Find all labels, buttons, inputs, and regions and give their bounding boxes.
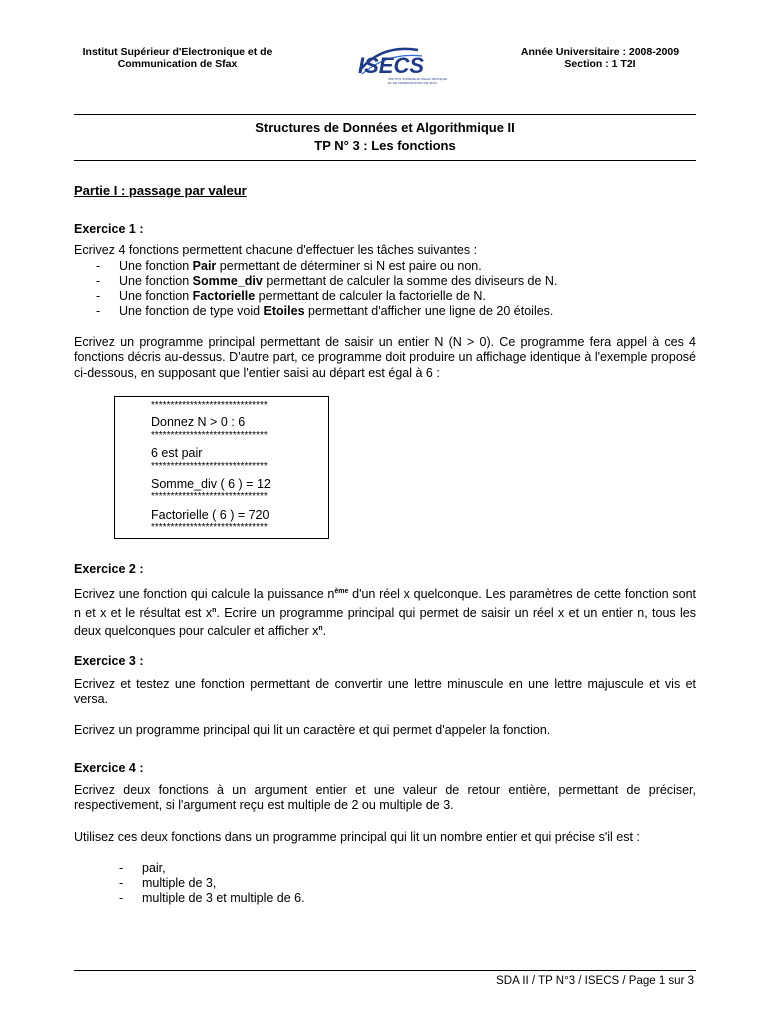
ex2-heading: Exercice 2 : — [74, 562, 144, 576]
ex4-item-1: pair, — [142, 861, 166, 875]
ex3-paragraph-2: Ecrivez un programme principal qui lit un caractère et qui permet d'appeler la fonction. — [74, 723, 551, 737]
part-heading: Partie I : passage par valeur — [74, 183, 247, 198]
ex1-heading: Exercice 1 : — [74, 222, 144, 236]
ex4-heading: Exercice 4 : — [74, 761, 144, 775]
ex1-item-1: Une fonction Pair permettant de déterminer si N est paire ou non. — [119, 259, 482, 273]
output-line-4: Factorielle ( 6 ) = 720 — [151, 508, 270, 522]
stars-line: ****************************** — [151, 461, 268, 472]
ex1-bullet: - — [96, 289, 101, 303]
ex4-bullet: - — [119, 876, 124, 890]
ex4-item-3: multiple de 3 et multiple de 6. — [142, 891, 305, 905]
ex3-heading: Exercice 3 : — [74, 654, 144, 668]
ex1-item-3: Une fonction Factorielle permettant de calculer la factorielle de N. — [119, 289, 486, 303]
footer-rule — [74, 970, 696, 971]
academic-info — [480, 46, 720, 70]
ex4-paragraph-2: Utilisez ces deux fonctions dans un programme principal qui lit un nombre entier et qui précise s'il est : — [74, 830, 640, 844]
output-line-1: Donnez N > 0 : 6 — [151, 415, 246, 429]
ex1-bullet: - — [96, 259, 101, 273]
stars-line: ****************************** — [151, 522, 268, 533]
ex1-bullet: - — [96, 274, 101, 288]
title-rule-bottom — [74, 160, 696, 161]
stars-line: ****************************** — [151, 491, 268, 502]
ex1-item-2: Une fonction Somme_div permettant de calculer la somme des diviseurs de N. — [119, 274, 558, 288]
ex1-item-4: Une fonction de type void Etoiles permettant d'afficher une ligne de 20 étoiles. — [119, 304, 554, 318]
ex1-intro: Ecrivez 4 fonctions permettent chacune d'effectuer les tâches suivantes : — [74, 243, 478, 257]
example-output-box — [114, 396, 329, 539]
stars-line: ****************************** — [151, 430, 268, 441]
stars-line: ****************************** — [151, 400, 268, 411]
ex4-item-2: multiple de 3, — [142, 876, 217, 890]
ex1-bullet: - — [96, 304, 101, 318]
ex4-bullet: - — [119, 891, 124, 905]
page-footer: SDA II / TP N°3 / ISECS / Page 1 sur 3 — [496, 975, 694, 987]
course-title: Structures de Données et Algorithmique II — [255, 120, 515, 135]
ex3-paragraph-1: Ecrivez et testez une fonction permettant de convertir une lettre minuscule en une lettre majuscule et vis et versa. — [74, 677, 696, 707]
academic-year: Année Universitaire : 2008-2009 — [520, 46, 680, 58]
logo-caption: INSTITUT SUPERIEUR D'ELECTRONIQUE ET DE COMMUNICATION DE SFAX — [388, 77, 448, 85]
output-line-3: Somme_div ( 6 ) = 12 — [151, 477, 271, 491]
institute-name — [60, 46, 295, 70]
section-label: Section : 1 T2I — [564, 58, 636, 70]
ex4-bullet: - — [119, 861, 124, 875]
isecs-logo — [352, 40, 448, 92]
institute-line-1: Institut Supérieur d'Electronique et de — [82, 46, 273, 58]
logo-text: ISECS — [358, 53, 425, 78]
output-line-2: 6 est pair — [151, 446, 203, 460]
ex1-paragraph: Ecrivez un programme principal permettant de saisir un entier N (N > 0). Ce programme fera appel à ces 4 fonctions décris au-dessus. D'autre part, ce programme doit produire un affichage identique à l'exemple proposé ci-dessous, en supposant que l'entier saisi au départ est égal à 6 : — [74, 335, 696, 380]
ex2-paragraph: Ecrivez une fonction qui calcule la puissance $n^{ème}$ d'un réel x quelconque. Les paramètres de cette fonction sont n et x et le résultat est $x^n$. Ecrire un programme principal qui permet de saisir un réel x et un entier n, tous les deux quelconques pour calculer et afficher $x^n$. — [74, 587, 697, 639]
institute-line-2: Communication de Sfax — [117, 58, 238, 70]
ex4-paragraph-1: Ecrivez deux fonctions à un argument entier et une valeur de retour entière, permettant de préciser, respectivement, si l'argument reçu est multiple de 2 ou multiple de 3. — [74, 783, 696, 813]
title-rule-top — [74, 114, 696, 115]
tp-title: TP N° 3 : Les fonctions — [314, 138, 456, 153]
